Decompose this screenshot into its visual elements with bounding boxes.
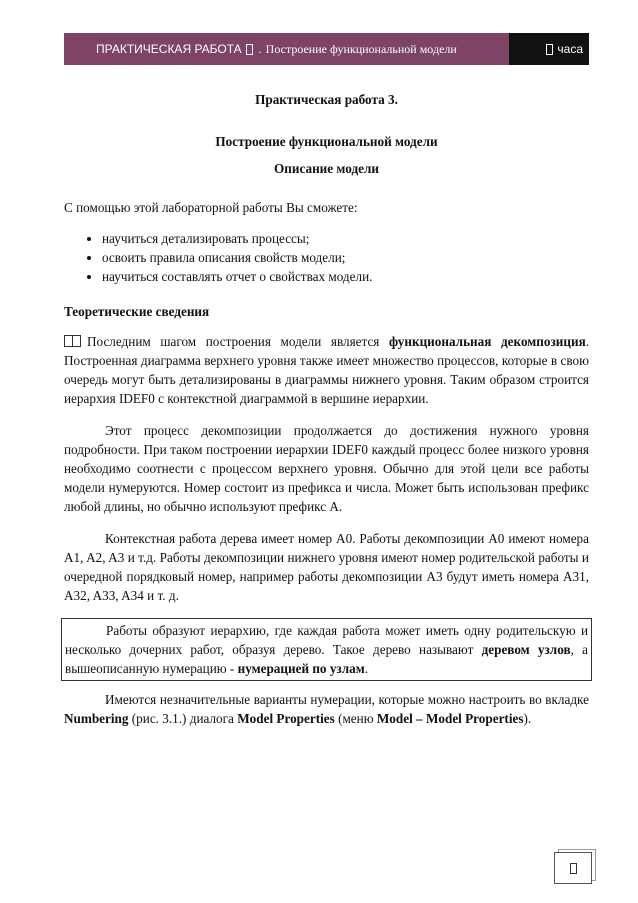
header-title-block <box>64 33 509 65</box>
paragraph-context: Контекстная работа дерева имеет номер A0. Работы декомпозиции A0 имеют номера A1, A2, A3 и т.д. Работы декомпозиции нижнего уровня имеют номер родительской работы и очередной порядковый номер, например работы декомпозиции A3 будут иметь номера A31, A32, A33, A34 и т. д. <box>64 531 589 603</box>
section-title: Описание модели <box>274 161 379 176</box>
paragraph-decomposition <box>64 332 589 408</box>
p4-text-mid: , а вышеописанную нумерацию - <box>65 642 588 676</box>
header-work-kind: ПРАКТИЧЕСКАЯ РАБОТА <box>96 42 242 56</box>
p5-dialog-name: Model Properties <box>237 711 335 726</box>
document-title: Практическая работа 3. <box>255 92 398 107</box>
theory-heading: Теоретические сведения <box>64 304 210 319</box>
missing-glyph-icon <box>546 44 553 55</box>
header-hours-block <box>509 33 589 65</box>
document-subtitle: Построение функциональной модели <box>215 134 438 149</box>
p1-term: функциональная декомпозиция <box>389 334 586 349</box>
header-hours-label: часа <box>557 42 583 56</box>
p5-text-fig: (рис. 3.1.) диалога <box>128 711 238 726</box>
document-body <box>64 90 589 728</box>
paragraph-node-tree <box>65 621 588 678</box>
highlight-box <box>61 618 592 681</box>
p4-term-numbering: нумерацией по узлам <box>237 661 365 676</box>
p1-text-rest: . Построенная диаграмма верхнего уровня также имеет множество процессов, которые в свою очередь могут быть детализированы в диаграммы нижнего уровня. Таким образом строится иерархия IDEF0 с контекстной диаграммой в вершине иерархии. <box>64 334 589 406</box>
p5-text-menu: (меню <box>334 711 377 726</box>
page-header <box>64 33 589 65</box>
book-icon <box>64 335 81 347</box>
p5-text-end: ). <box>523 711 532 726</box>
page-number <box>554 852 592 884</box>
p5-menu-path: Model – Model Properties <box>376 711 524 726</box>
p1-text: Последним шагом построения модели является <box>87 334 389 349</box>
goal-item: • освоить правила описания свойств модели; <box>102 248 589 267</box>
p5-text: Имеются незначительные варианты нумерации, которые можно настроить во вкладке <box>105 692 589 707</box>
header-work-title: Построение функциональной модели <box>265 41 457 56</box>
p4-text-end: . <box>364 661 368 676</box>
goal-item: • научиться составлять отчет о свойствах модели. <box>102 267 589 286</box>
missing-glyph-icon <box>570 863 577 874</box>
paragraph-variants <box>64 690 589 728</box>
p4-term-tree: деревом узлов <box>481 642 571 657</box>
p5-numbering-tab: Numbering <box>64 711 129 726</box>
paragraph-numbering: Этот процесс декомпозиции продолжается до достижения нужного уровня подробности. При таком построении иерархии IDEF0 каждый процесс более низкого уровня необходимо соотнести с процессом верхнего уровня. Обычно для этой цели все работы модели нумеруются. Номер состоит из префикса и числа. Может быть использован префикс любой длины, но обычно используют префикс A. <box>64 423 589 514</box>
p4-text: Работы образуют иерархию, где каждая работа может иметь одну родительскую и несколько дочерних работ, образуя дерево. Такое дерево называют <box>65 623 588 657</box>
goal-item: • научиться детализировать процессы; <box>102 229 589 248</box>
goals-list <box>64 229 589 286</box>
missing-glyph-icon <box>246 44 253 55</box>
header-separator: . <box>258 41 262 56</box>
intro-text: С помощью этой лабораторной работы Вы сможете: <box>64 200 358 215</box>
